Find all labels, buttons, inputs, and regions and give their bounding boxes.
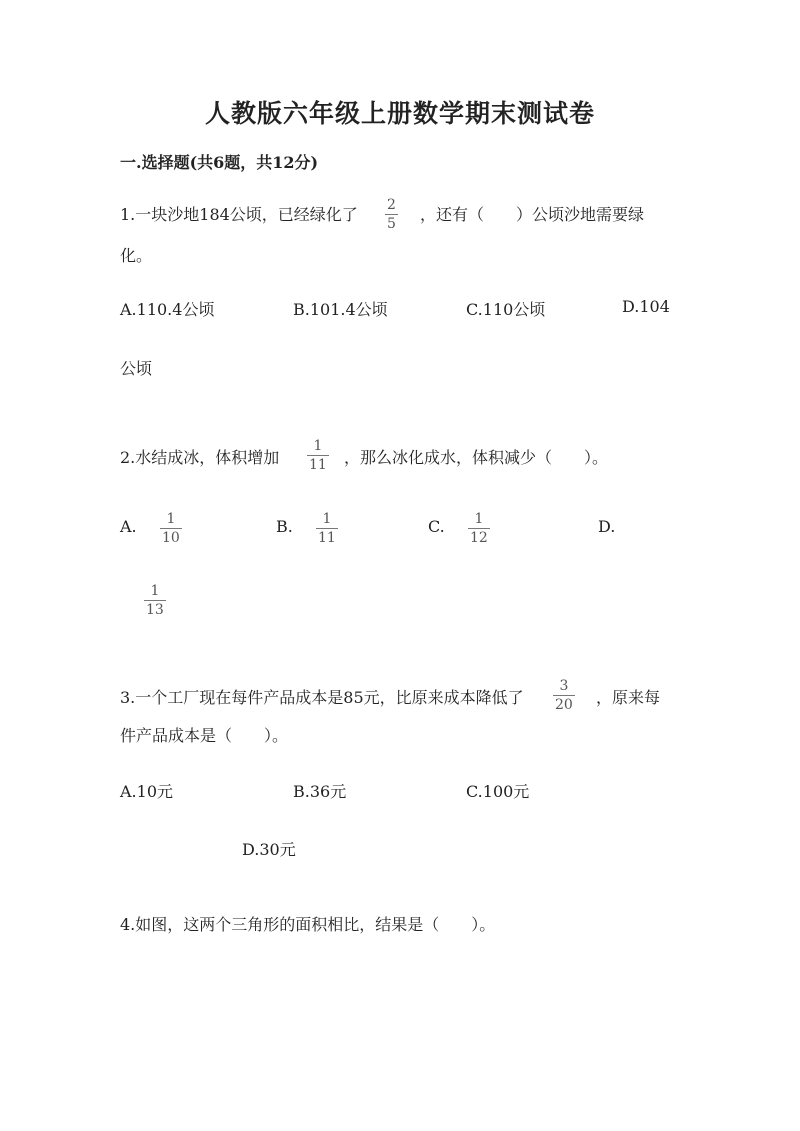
q1-fraction-denominator: 5	[387, 216, 396, 232]
q2-option-a-numerator: 1	[166, 511, 176, 527]
q4-text-a: 4.如图，这两个三角形的面积相比，结果是（ ）。	[120, 915, 496, 934]
q2-option-d-numerator: 1	[150, 583, 160, 599]
q2-option-d-denominator: 13	[146, 602, 164, 618]
q1-option-d: D.104	[622, 297, 670, 316]
q3-text-b: ，原来每	[596, 688, 661, 707]
q2-fraction-denominator: 11	[309, 457, 327, 473]
q3-option-a: A.10元	[120, 782, 174, 801]
q1-text-a: 1.一块沙地184公顷，已经绿化了	[120, 205, 358, 224]
q1-text-c: 化。	[120, 246, 153, 265]
q2-option-a-label: A.	[120, 517, 137, 536]
q2-option-a-fraction	[160, 512, 182, 545]
q1-option-c: C.110公顷	[466, 300, 546, 319]
q2-option-d-label: D.	[598, 517, 616, 536]
q1-fraction-numerator: 2	[387, 197, 396, 213]
q3-option-d: D.30元	[242, 840, 296, 859]
q3-option-c: C.100元	[466, 782, 530, 801]
q2-option-d-fraction	[144, 584, 166, 617]
q2-option-b-denominator: 11	[318, 530, 336, 546]
q2-option-c-denominator: 12	[470, 530, 488, 546]
q1-option-d-wrap: 公顷	[120, 359, 153, 378]
q2-option-c-numerator: 1	[474, 511, 484, 527]
q2-option-b-label: B.	[276, 517, 293, 536]
q1-option-b: B.101.4公顷	[293, 300, 388, 319]
q3-fraction-denominator: 20	[555, 697, 573, 713]
q3-option-b: B.36元	[293, 782, 347, 801]
q3-text-a: 3.一个工厂现在每件产品成本是85元，比原来成本降低了	[120, 688, 524, 707]
section-heading: 一.选择题(共6题，共12分)	[120, 153, 319, 172]
q2-option-c-fraction	[468, 512, 490, 545]
q3-text-c: 件产品成本是（ ）。	[120, 726, 289, 745]
q3-fraction	[553, 679, 575, 712]
q2-option-a-denominator: 10	[162, 530, 180, 546]
q2-fraction	[307, 439, 329, 472]
q1-text-b: ，还有（ ）公顷沙地需要绿	[420, 205, 645, 224]
q2-fraction-numerator: 1	[313, 438, 323, 454]
q2-text-b: ，那么冰化成水，体积减少（ ）。	[344, 448, 609, 467]
q1-fraction	[385, 198, 398, 231]
q2-option-b-numerator: 1	[322, 511, 332, 527]
page-title: 人教版六年级上册数学期末测试卷	[204, 99, 595, 128]
q2-text-a: 2.水结成冰，体积增加	[120, 448, 280, 467]
q2-option-b-fraction	[316, 512, 338, 545]
q3-fraction-numerator: 3	[559, 678, 569, 694]
q1-option-a: A.110.4公顷	[120, 300, 215, 319]
q2-option-c-label: C.	[428, 517, 445, 536]
